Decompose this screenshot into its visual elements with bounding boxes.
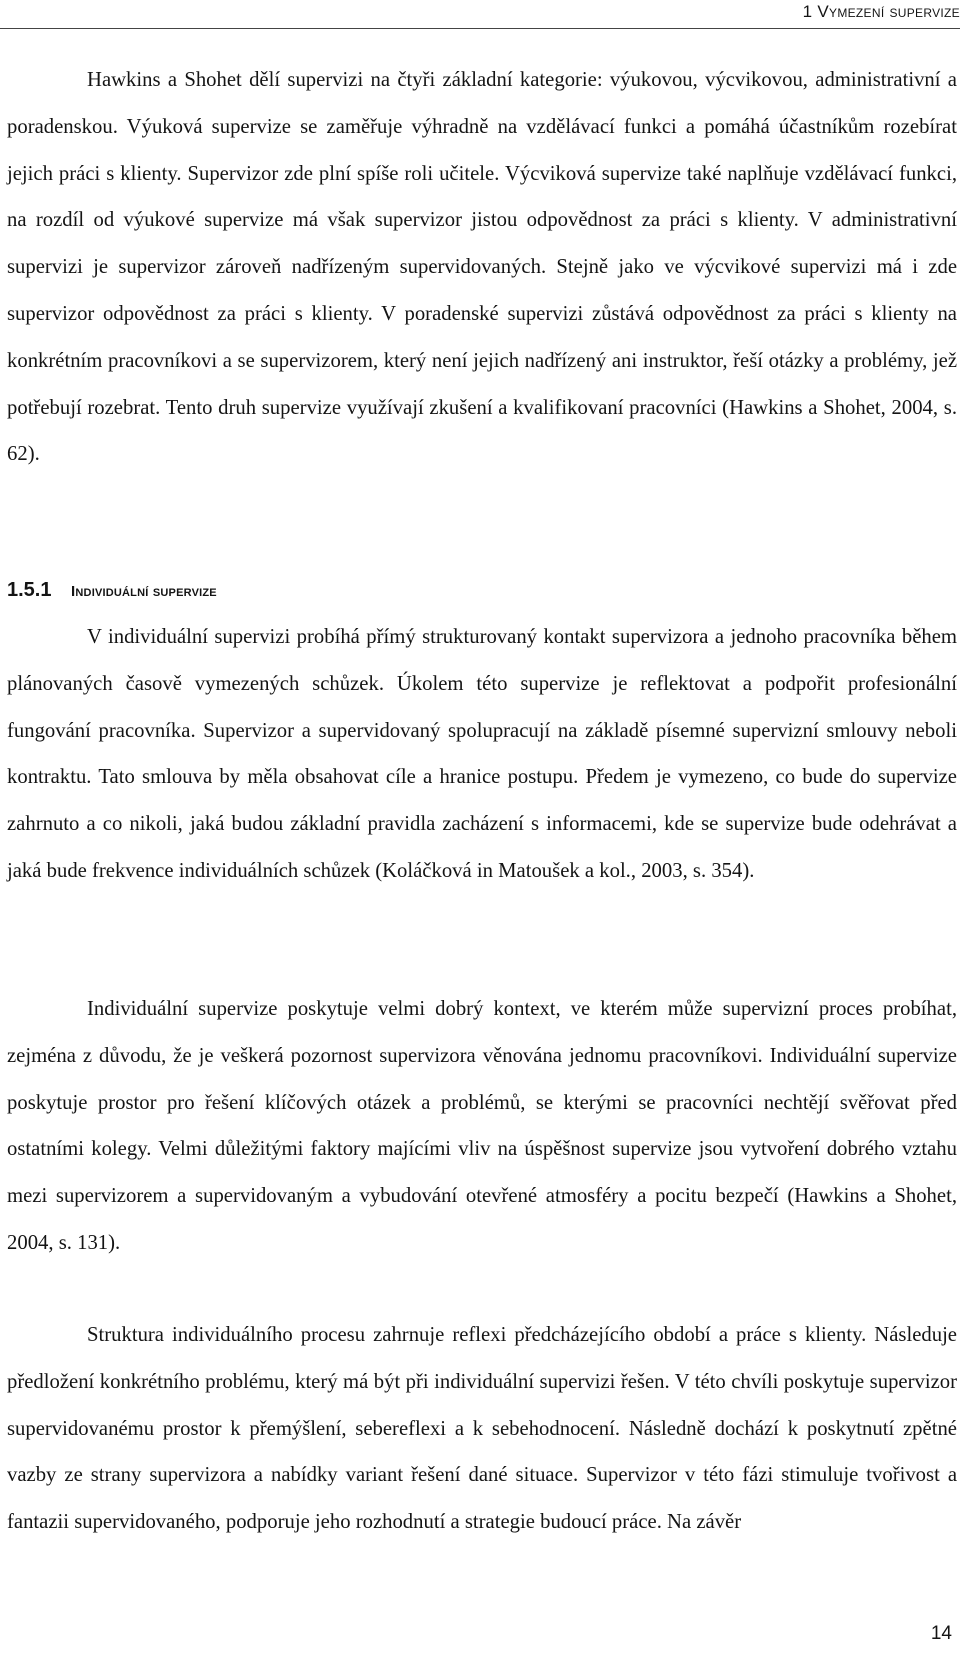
chapter-title: 1 Vymezení supervize xyxy=(802,2,960,21)
running-header xyxy=(0,0,960,29)
section-title: Individuální supervize xyxy=(71,583,217,600)
page-number: 14 xyxy=(930,1623,952,1644)
paragraph-categories: Hawkins a Shohet dělí supervizi na čtyři základní kategorie: výukovou, výcvikovou, administrativní a poradenskou. Výuková supervize se zaměřuje výhradně na vzdělávací funkci a pomáhá účastníkům rozebírat jejich práci s klienty. Supervizor zde plní spíše roli učitele. Výcviková supervize také naplňuje vzdělávací funkci, na rozdíl od výukové supervize má však supervizor jistou odpovědnost za práci s klienty. V administrativní supervizi je supervizor zároveň nadřízeným supervidovaných. Stejně jako ve výcvikové supervizi má i zde supervizor odpovědnost za práci s klienty. V poradenské supervizi zůstává odpovědnost za práci s klienty na konkrétním pracovníkovi a se supervizorem, který není jejich nadřízený ani instruktor, řeší otázky a problémy, jež potřebují rozebrat. Tento druh supervize využívají zkušení a kvalifikovaní pracovníci (Hawkins a Shohet, 2004, s. 62). xyxy=(7,69,957,466)
paragraph-individual-supervision: V individuální supervizi probíhá přímý strukturovaný kontakt supervizora a jednoho pracovníka během plánovaných časově vymezených schůzek. Úkolem této supervize je reflektovat a podpořit profesionální fungování pracovníka. Supervizor a supervidovaný spolupracují na základě písemné supervizní smlouvy neboli kontraktu. Tato smlouva by měla obsahovat cíle a hranice postupu. Předem je vymezeno, co bude do supervize zahrnuto a co nikoli, jaká budou základní pravidla zacházení s informacemi, kde se supervize bude odehrávat a jaká bude frekvence individuálních schůzek (Koláčková in Matoušek a kol., 2003, s. 354). xyxy=(7,626,957,882)
paragraph-structure: Struktura individuálního procesu zahrnuje reflexi předcházejícího období a práce s klienty. Následuje předložení konkrétního problému, který má být při individuální supervizi řešen. V této chvíli poskytuje supervizor supervidovanému prostor k přemýšlení, sebereflexi a k sebehodnocení. Následně dochází k poskytnutí zpětné vazby ze strany supervizora a nabídky variant řešení dané situace. Supervizor v této fázi stimuluje tvořivost a fantazii supervidovaného, podporuje jeho rozhodnutí a strategie budoucí práce. Na závěr xyxy=(7,1324,957,1534)
section-heading xyxy=(7,576,217,606)
section-number: 1.5.1 xyxy=(7,579,52,601)
paragraph-individual-context: Individuální supervize poskytuje velmi dobrý kontext, ve kterém může supervizní proces probíhat, zejména z důvodu, že je veškerá pozornost supervizora věnována jednomu pracovníkovi. Individuální supervize poskytuje prostor pro řešení klíčových otázek a problémů, se kterými se pracovníci nechtějí svěřovat před ostatními kolegy. Velmi důležitými faktory majícími vliv na úspěšnost supervize jsou vytvoření dobrého vztahu mezi supervizorem a supervidovaným a vybudování otevřené atmosféry a pocitu bezpečí (Hawkins a Shohet, 2004, s. 131). xyxy=(7,998,957,1254)
